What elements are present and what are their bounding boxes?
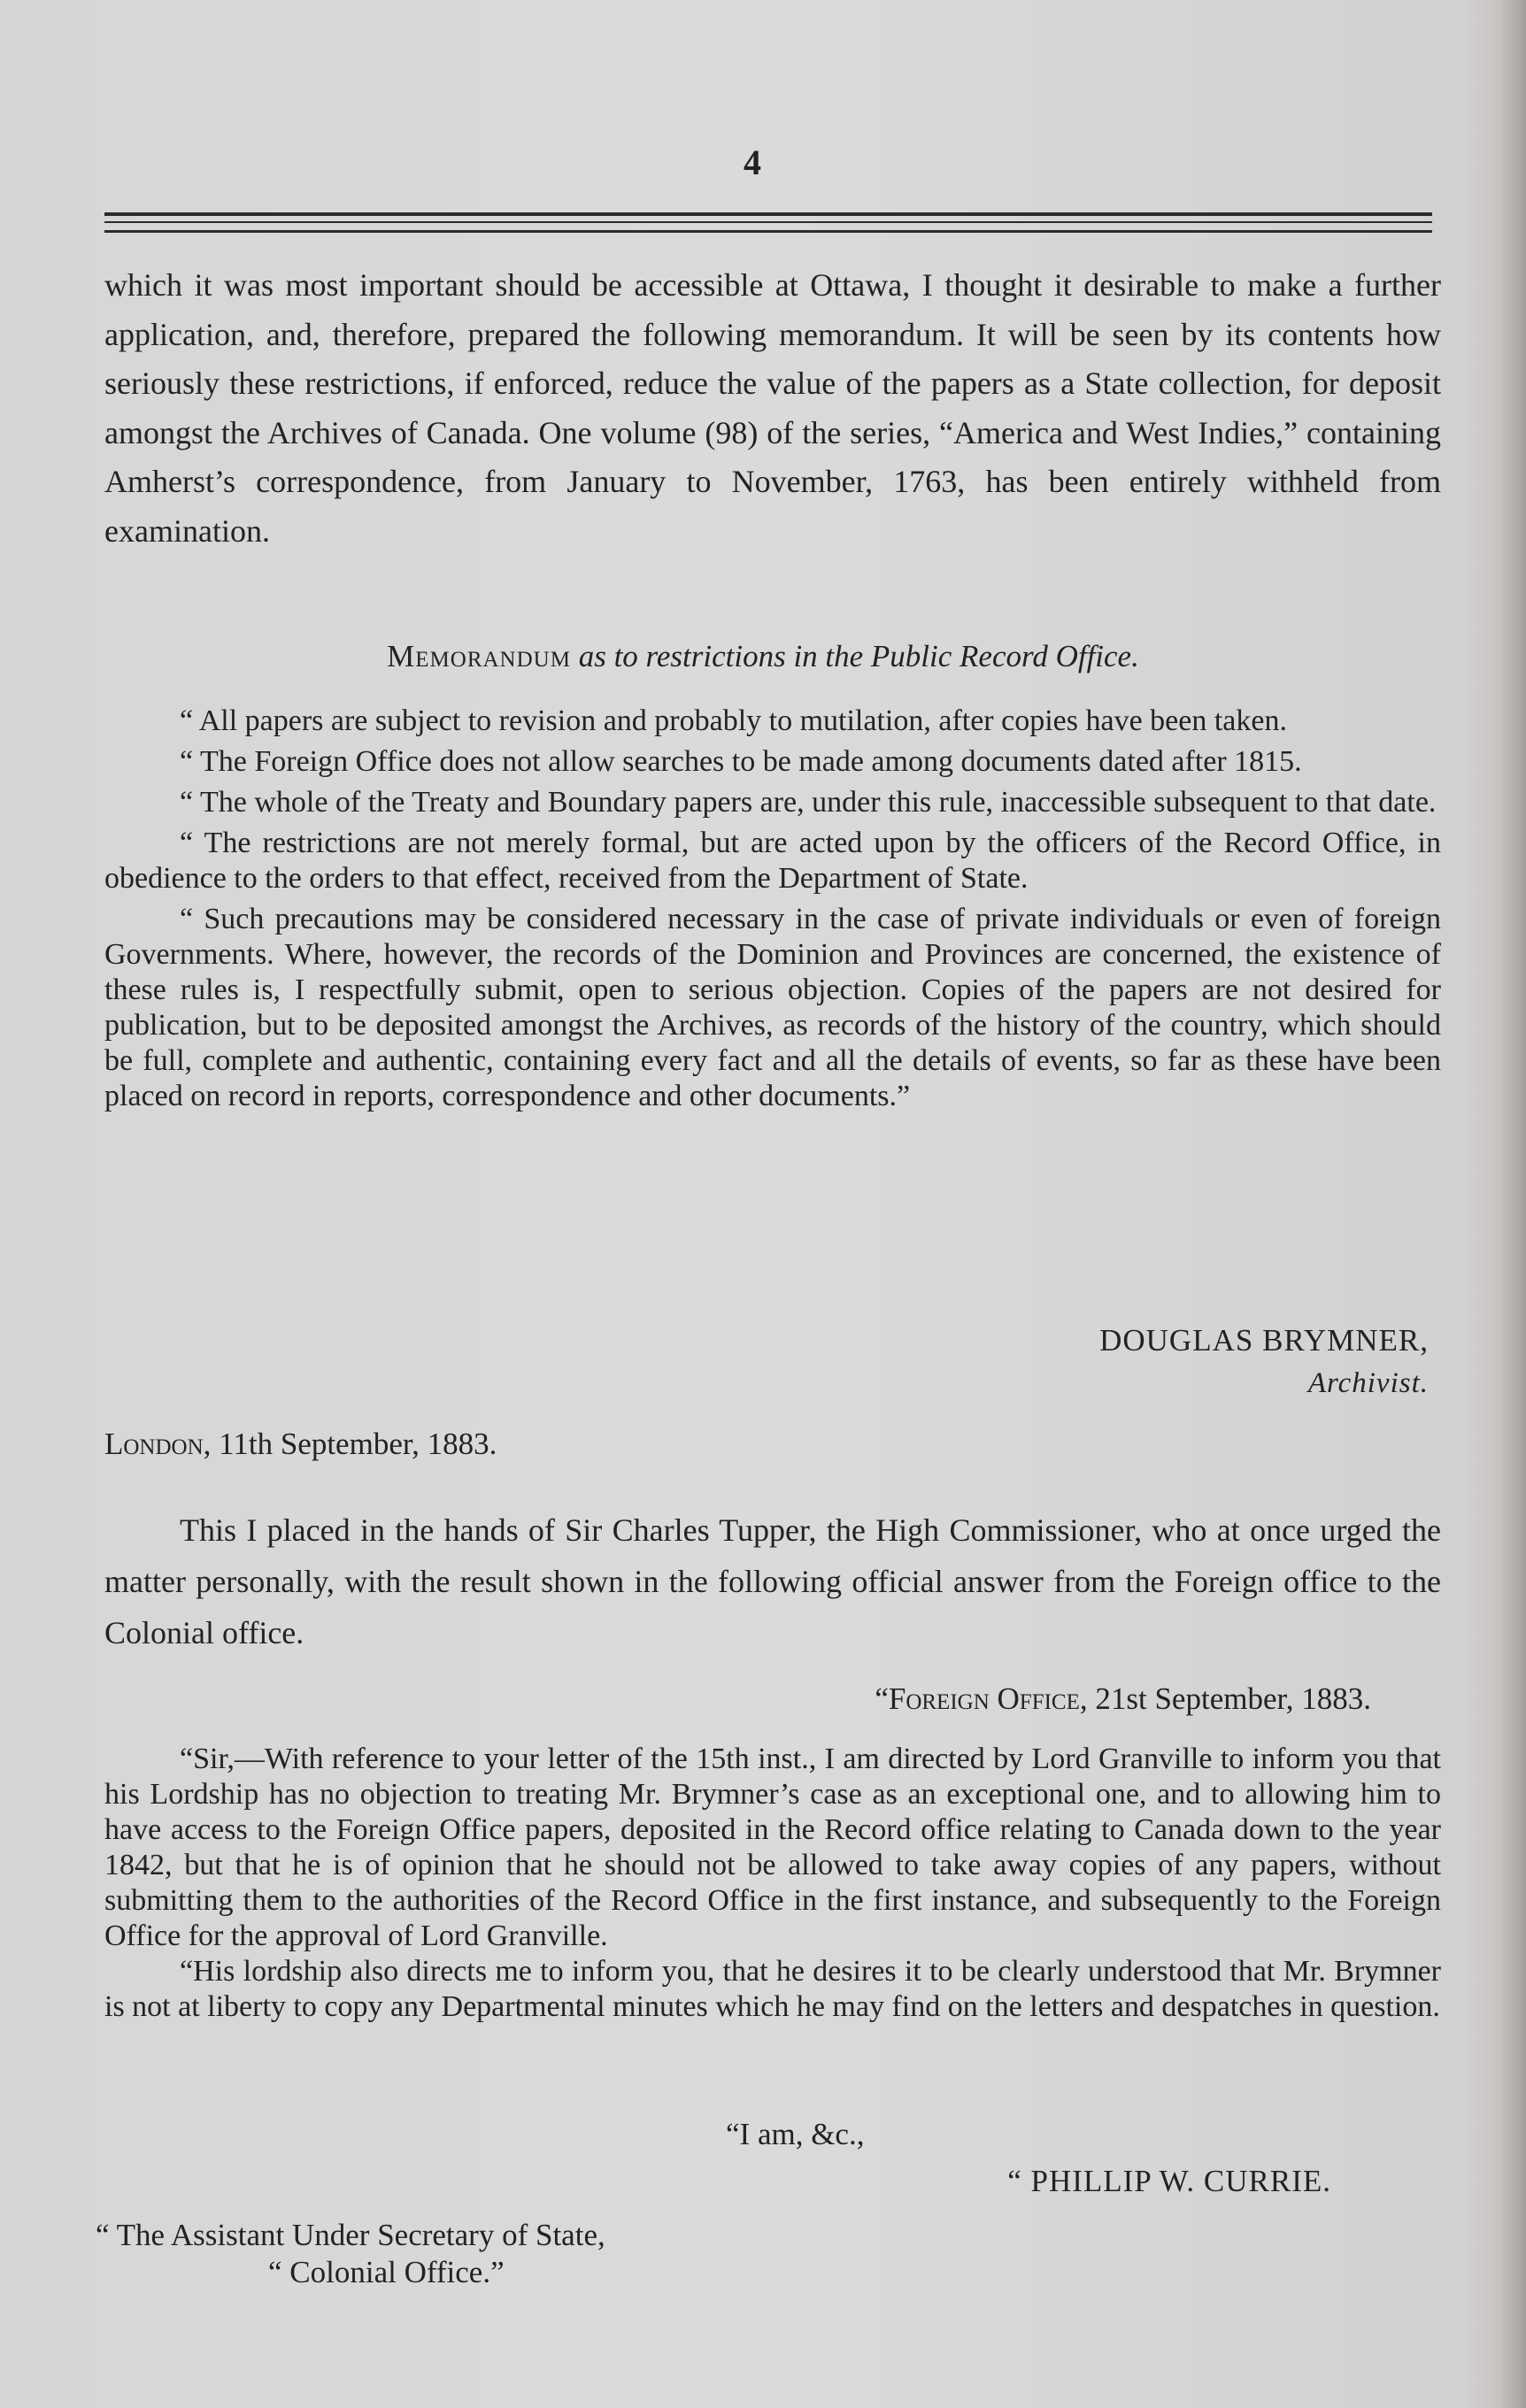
letter-body bbox=[104, 1742, 1441, 2025]
letter-addressee bbox=[96, 2217, 605, 2291]
intro-paragraph-block bbox=[104, 261, 1441, 556]
memo-heading bbox=[0, 639, 1526, 674]
page-number: 4 bbox=[744, 142, 761, 182]
letter-signature: “ PHILLIP W. CURRIE. bbox=[1007, 2164, 1331, 2198]
letter-closing: “I am, &c., bbox=[726, 2117, 865, 2151]
foreign-office-date-value: 21st September, 1883. bbox=[1095, 1681, 1371, 1716]
foreign-office-date bbox=[875, 1681, 1371, 1717]
memo-dateline bbox=[104, 1427, 497, 1462]
header-rule-thin bbox=[104, 221, 1432, 223]
memo-signature bbox=[1099, 1323, 1429, 1400]
memo-heading-label: Memorandum bbox=[387, 639, 571, 673]
header-rule bbox=[104, 212, 1432, 216]
memo-paragraph: “ The restrictions are not merely formal, but are acted upon by the officers of the Record Office, in obedience to the orders to that effect, received from the Department of State. bbox=[104, 827, 1441, 895]
intro-paragraph: which it was most important should be accessible at Ottawa, I thought it desirable to make a further application, and, therefore, prepared the following memorandum. It will be seen by its contents how seriously these restrictions, if enforced, reduce the value of the papers as a State collection, for deposit amongst the Archives of Canada. One volume (98) of the series, “America and West Indies,” containing Amherst’s correspondence, from January to November, 1763, has been entirely withheld from examination. bbox=[104, 267, 1441, 549]
memo-paragraph: “ Such precautions may be considered necessary in the case of private individuals or even of foreign Governments. Where, however, the records of the Dominion and Provinces are concerned, the existence of these rules is, I respectfully submit, open to serious objection. Copies of the papers are not desired for publication, but to be deposited amongst the Archives, as records of the history of the country, which should be full, complete and authentic, containing every fact and all the details of events, so far as these have been placed on record in reports, correspondence and other documents.” bbox=[104, 903, 1441, 1112]
dateline-place: London, bbox=[104, 1427, 212, 1461]
memo-body bbox=[104, 704, 1441, 1114]
placed-paragraph: This I placed in the hands of Sir Charles Tupper, the High Commissioner, who at once urged the matter personally, with the result shown in the following official answer from the Foreign office to the Colonial office. bbox=[104, 1512, 1441, 1650]
memo-paragraph: “ The whole of the Treaty and Boundary papers are, under this rule, inaccessible subsequent to that date. bbox=[180, 786, 1437, 819]
letter-paragraph: “Sir,—With reference to your letter of the 15th inst., I am directed by Lord Granville to inform you that his Lordship has no objection to treating Mr. Brymner’s case as an exceptional one, and to allowing him to have access to the Foreign Office papers, deposited in the Record office relating to Canada down to the year 1842, but that he is of opinion that he should not be allowed to take away copies of any papers, without submitting them to the authorities of the Record Office in the first instance, and subsequently to the Foreign Office for the approval of Lord Granville. bbox=[104, 1743, 1441, 1952]
signature-name: DOUGLAS BRYMNER, bbox=[1099, 1323, 1429, 1358]
dateline-date: 11th September, 1883. bbox=[219, 1427, 497, 1461]
addressee-line-2: “ Colonial Office.” bbox=[268, 2255, 505, 2289]
header-rule-lower bbox=[104, 230, 1432, 233]
foreign-office-label: “Foreign Office, bbox=[875, 1681, 1088, 1716]
signature-title: Archivist. bbox=[1307, 1367, 1429, 1399]
memo-heading-title: as to restrictions in the Public Record Office. bbox=[578, 639, 1139, 673]
page-spine-shadow bbox=[1499, 0, 1526, 2408]
memo-paragraph: “ The Foreign Office does not allow searches to be made among documents dated after 1815. bbox=[180, 745, 1302, 778]
addressee-line-1: “ The Assistant Under Secretary of State, bbox=[96, 2218, 605, 2252]
letter-paragraph: “His lordship also directs me to inform you, that he desires it to be clearly understood that Mr. Brymner is not at liberty to copy any Departmental minutes which he may find on the letters and despatches in question. bbox=[104, 1955, 1441, 2023]
memo-paragraph: “ All papers are subject to revision and probably to mutilation, after copies have been taken. bbox=[180, 704, 1287, 737]
